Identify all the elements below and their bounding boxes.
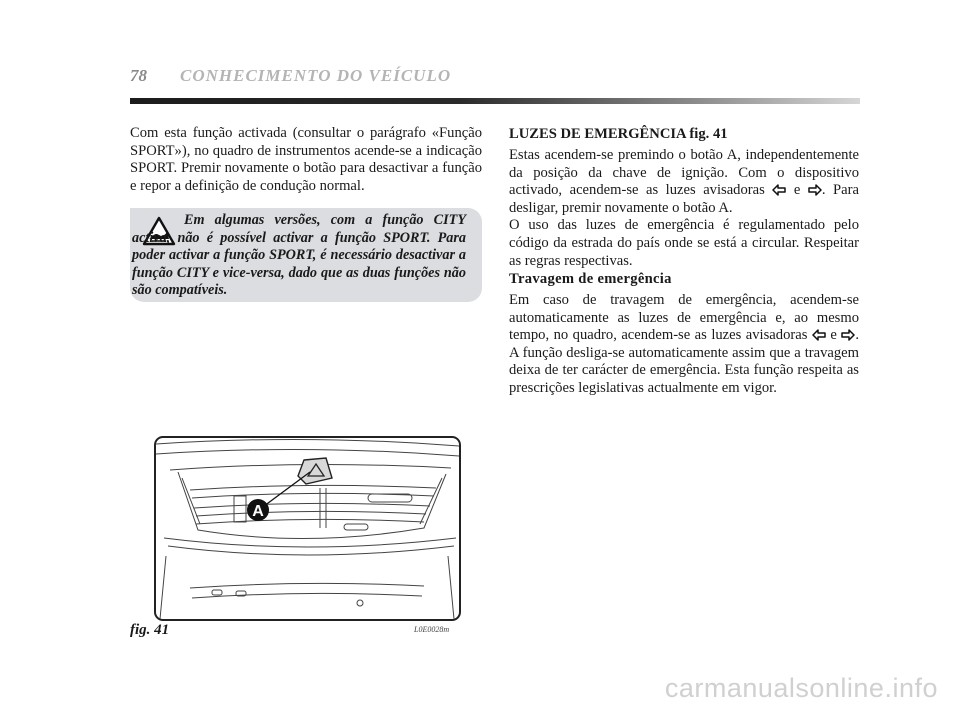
page-number: 78 bbox=[130, 66, 147, 85]
warning-box bbox=[130, 208, 482, 302]
page-header bbox=[130, 66, 860, 96]
header-rule bbox=[130, 98, 860, 104]
warning-text: Em algumas versões, com a função CITY activa, não é possível activar a função SPORT. Para poder activar a função SPORT, é necessário desactivar a função CITY e vice-versa, dado que as duas funções não são compatíveis. bbox=[132, 212, 466, 299]
p1-text-a: Estas acendem-se premindo o botão A, independentemente da posição da chave de ignição. Com o dispositivo activado, acendem-se as luzes avisadoras bbox=[509, 147, 859, 199]
p1-text-c: O uso das luzes de emergência é regulamentado pelo código da estrada do país onde se está a circular. Respeitar as regras respectivas. bbox=[509, 217, 859, 269]
figure-caption: fig. 41 bbox=[130, 622, 170, 638]
p2-text-a: Em caso de travagem de emergência, acendem-se automaticamente as luzes de emergência e, ao mesmo tempo, no quadro, acendem-se as luzes avisadoras bbox=[509, 292, 859, 344]
turn-right-arrow-icon bbox=[808, 184, 822, 196]
figure-41 bbox=[154, 436, 461, 621]
emergency-braking-heading: Travagem de emergência bbox=[509, 271, 672, 287]
p2-text-b: . A função desliga-se automaticamente assim que a travagem deixa de ter carácter de emergência. Esta função respeita as prescrições legislativas actualmente em vigor. bbox=[509, 327, 859, 396]
callout-a-label: A bbox=[252, 503, 264, 520]
turn-left-arrow-icon bbox=[812, 329, 826, 341]
emergency-lights-paragraph bbox=[509, 147, 859, 270]
p2-and: e bbox=[830, 327, 837, 344]
turn-right-arrow-icon bbox=[841, 329, 855, 341]
watermark: carmanualsonline.info bbox=[664, 673, 938, 703]
hazard-button bbox=[298, 458, 332, 484]
figure-code: L0E0028m bbox=[414, 625, 450, 634]
dashboard-illustration bbox=[156, 438, 459, 619]
p1-and: e bbox=[793, 182, 801, 199]
emergency-lights-heading: LUZES DE EMERGÊNCIA fig. 41 bbox=[509, 126, 728, 142]
emergency-braking-paragraph bbox=[509, 292, 859, 398]
turn-left-arrow-icon bbox=[772, 184, 786, 196]
section-title: CONHECIMENTO DO VEÍCULO bbox=[180, 66, 452, 85]
intro-paragraph: Com esta função activada (consultar o parágrafo «Função SPORT»), no quadro de instrumentos acende-se a indicação SPORT. Premir novamente o botão para desactivar a função e repor a definição de condução normal. bbox=[130, 125, 482, 194]
p1-text-b: . Para desligar, premir novamente o botão A. bbox=[509, 182, 859, 216]
